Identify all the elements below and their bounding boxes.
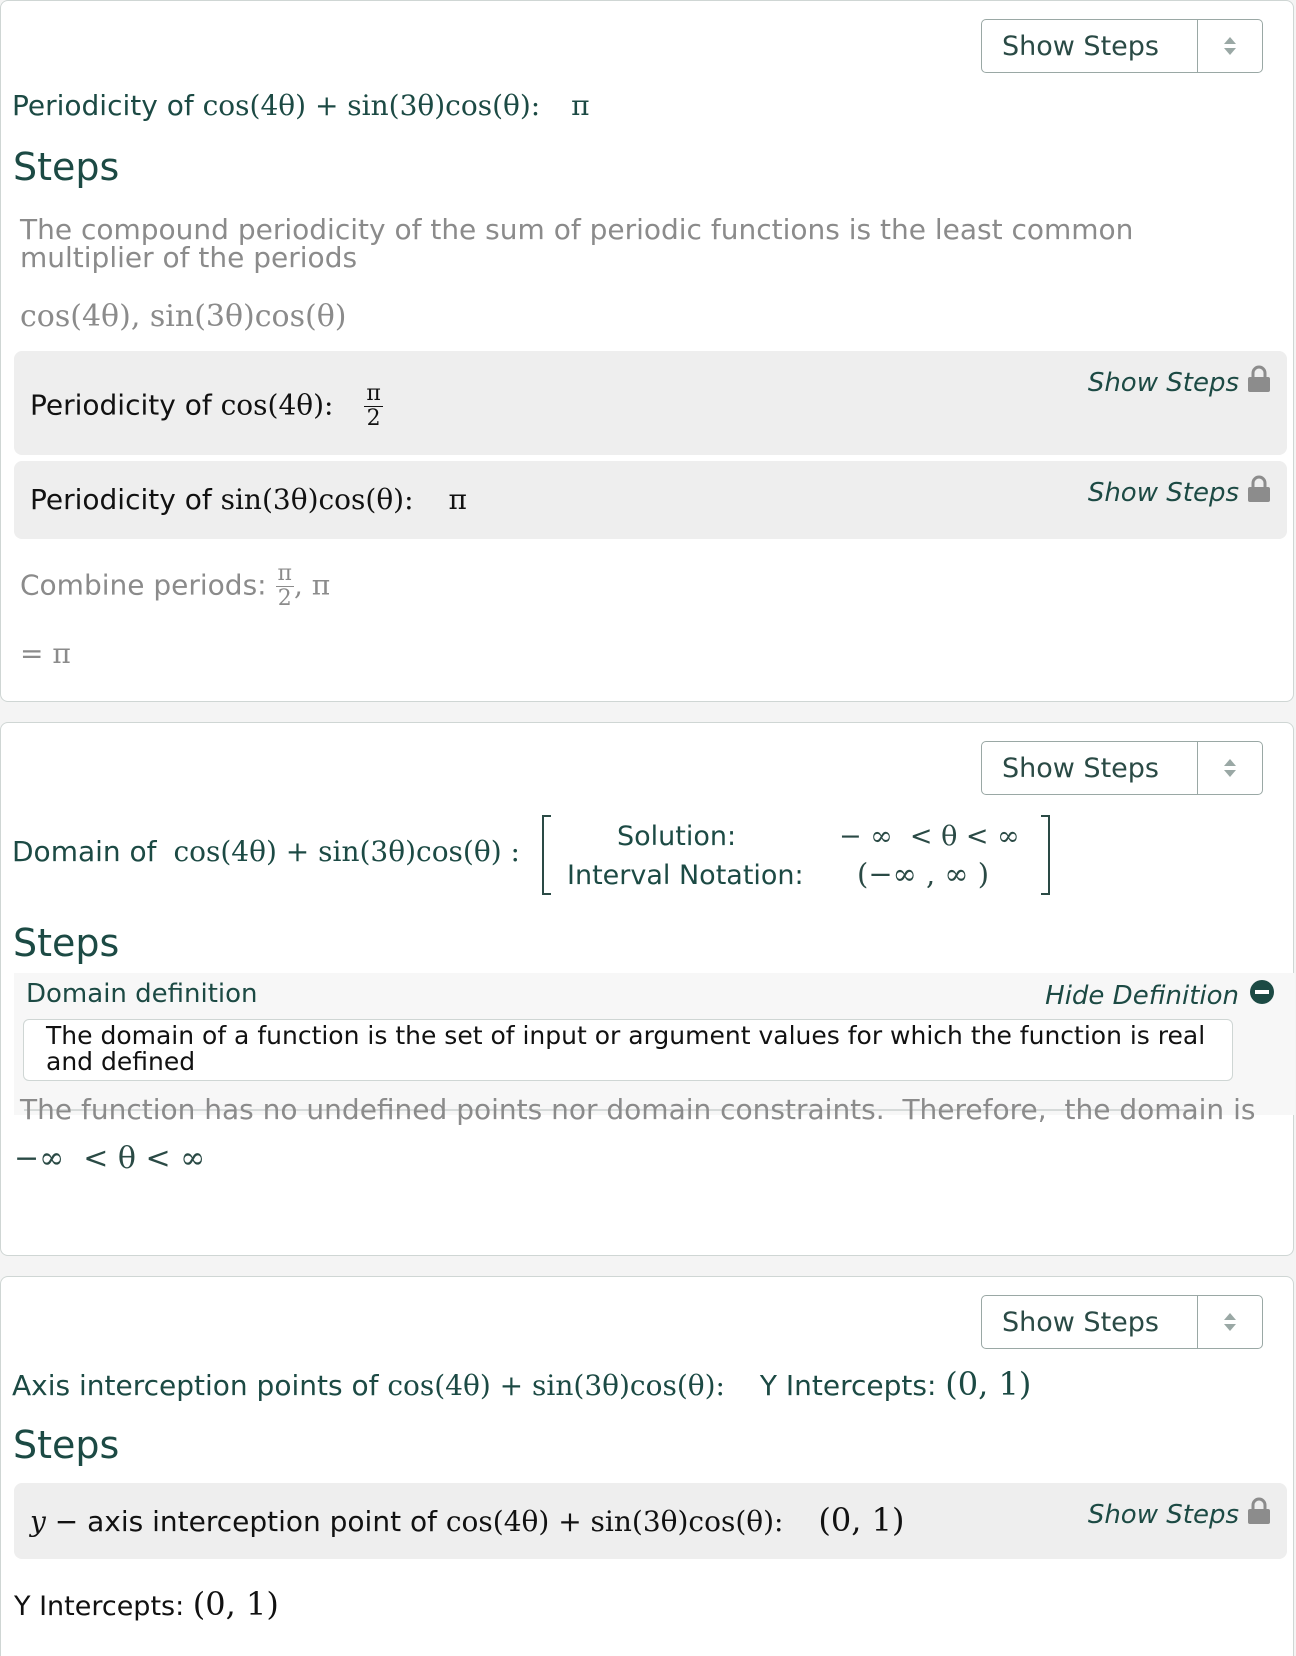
interval-notation-label: Interval Notation:: [567, 860, 804, 891]
final-y-intercepts-value: (0, 1): [192, 1585, 279, 1623]
sub-step-cos-text: [30, 383, 383, 430]
locked-show-steps-label: Show Steps: [1087, 1499, 1239, 1530]
sub-step-cos-label: Periodicity of: [30, 388, 212, 422]
solution-value: − ∞ < θ < ∞: [839, 821, 1020, 852]
locked-show-steps-link[interactable]: [1088, 1497, 1271, 1532]
lock-icon: [1247, 1497, 1271, 1532]
locked-show-steps-label: Show Steps: [1087, 477, 1239, 508]
domain-explanation: The function has no undefined points nor domain constraints. Therefore, the domain is: [20, 1093, 1256, 1126]
sub-step-y-axis-intercept: [14, 1483, 1287, 1559]
solution-label: Solution:: [617, 821, 737, 852]
up-down-arrows-icon: [1197, 20, 1262, 72]
sub-step-y-variable: y: [30, 1505, 46, 1538]
domain-definition-text: The domain of a function is the set of input or argument values for which the function is real and defined: [23, 1019, 1233, 1081]
periodicity-steps-title: Steps: [13, 145, 120, 189]
sub-step-cos-result-numerator: π: [366, 381, 381, 406]
sub-step-cos-periodicity: [14, 351, 1287, 455]
final-y-intercepts: [14, 1585, 279, 1623]
show-steps-select[interactable]: [981, 1295, 1263, 1349]
sub-step-sin-cos-label: Periodicity of: [30, 483, 212, 516]
domain-result-matrix: [541, 815, 1051, 895]
domain-definition-title: Domain definition: [26, 979, 258, 1009]
interval-notation-value: (−∞ , ∞ ): [857, 857, 990, 891]
lock-icon: [1247, 365, 1271, 400]
periodicity-function-list: cos(4θ), sin(3θ)cos(θ): [20, 299, 347, 334]
combine-periods: [20, 563, 330, 610]
show-steps-label: Show Steps: [1002, 752, 1159, 784]
show-steps-label: Show Steps: [1002, 30, 1159, 62]
y-intercepts-label: Y Intercepts:: [759, 1369, 937, 1402]
sub-step-sin-cos-result: π: [448, 483, 467, 516]
hide-definition-link[interactable]: [1045, 979, 1275, 1012]
lock-icon: [1247, 475, 1271, 510]
y-intercepts-value: (0, 1): [945, 1365, 1032, 1403]
up-down-arrows-icon: [1197, 742, 1262, 794]
periodicity-heading-label: Periodicity of: [12, 89, 194, 122]
intercepts-function: cos(4θ) + sin(3θ)cos(θ):: [387, 1369, 725, 1402]
periodicity-result: π: [571, 89, 590, 122]
domain-heading: [12, 835, 520, 868]
sub-step-y-axis-value: (0, 1): [818, 1501, 905, 1539]
combine-periods-rest: , π: [293, 568, 331, 602]
periodicity-function: cos(4θ) + sin(3θ)cos(θ):: [202, 89, 541, 122]
show-steps-select[interactable]: [981, 741, 1263, 795]
intercepts-steps-title: Steps: [13, 1423, 120, 1467]
show-steps-label: Show Steps: [1002, 1306, 1159, 1338]
sub-step-y-axis-text: [30, 1501, 904, 1539]
locked-show-steps-link[interactable]: [1088, 475, 1271, 510]
locked-show-steps-link[interactable]: [1088, 365, 1271, 400]
domain-final-result: −∞ < θ < ∞: [14, 1141, 206, 1176]
locked-show-steps-label: Show Steps: [1087, 367, 1239, 398]
periodicity-panel: [0, 0, 1294, 702]
combine-periods-fraction: [276, 563, 294, 610]
sub-step-cos-result: [364, 383, 382, 430]
periodicity-heading: [12, 89, 590, 122]
domain-heading-label: Domain of: [12, 835, 157, 868]
sub-step-sin-cos-text: [30, 483, 467, 516]
domain-panel: [0, 722, 1294, 1256]
sub-step-y-axis-function: cos(4θ) + sin(3θ)cos(θ):: [445, 1505, 784, 1538]
domain-steps-title: Steps: [13, 921, 120, 965]
periodicity-final-result: = π: [20, 637, 71, 670]
hide-definition-label: Hide Definition: [1045, 980, 1239, 1011]
intercepts-heading: [12, 1365, 1031, 1403]
intercepts-heading-label: Axis interception points of: [12, 1369, 379, 1402]
combine-periods-numerator: π: [277, 561, 292, 586]
sub-step-sin-cos-function: sin(3θ)cos(θ):: [220, 483, 414, 516]
up-down-arrows-icon: [1197, 1296, 1262, 1348]
sub-step-sin-cos-periodicity: [14, 461, 1287, 539]
periodicity-explanation: The compound periodicity of the sum of periodic functions is the least common multiplier of the periods: [20, 213, 1134, 274]
intercepts-panel: [0, 1276, 1294, 1656]
sub-step-cos-result-denominator: 2: [366, 406, 381, 431]
domain-function: cos(4θ) + sin(3θ)cos(θ) :: [173, 835, 520, 868]
sub-step-cos-function: cos(4θ):: [220, 388, 334, 422]
show-steps-select[interactable]: [981, 19, 1263, 73]
minus-circle-icon: [1249, 979, 1275, 1012]
sub-step-y-axis-label: − axis interception point of: [54, 1505, 437, 1538]
combine-periods-label: Combine periods:: [20, 568, 267, 602]
combine-periods-denominator: 2: [277, 586, 292, 611]
final-y-intercepts-label: Y Intercepts:: [14, 1591, 185, 1622]
